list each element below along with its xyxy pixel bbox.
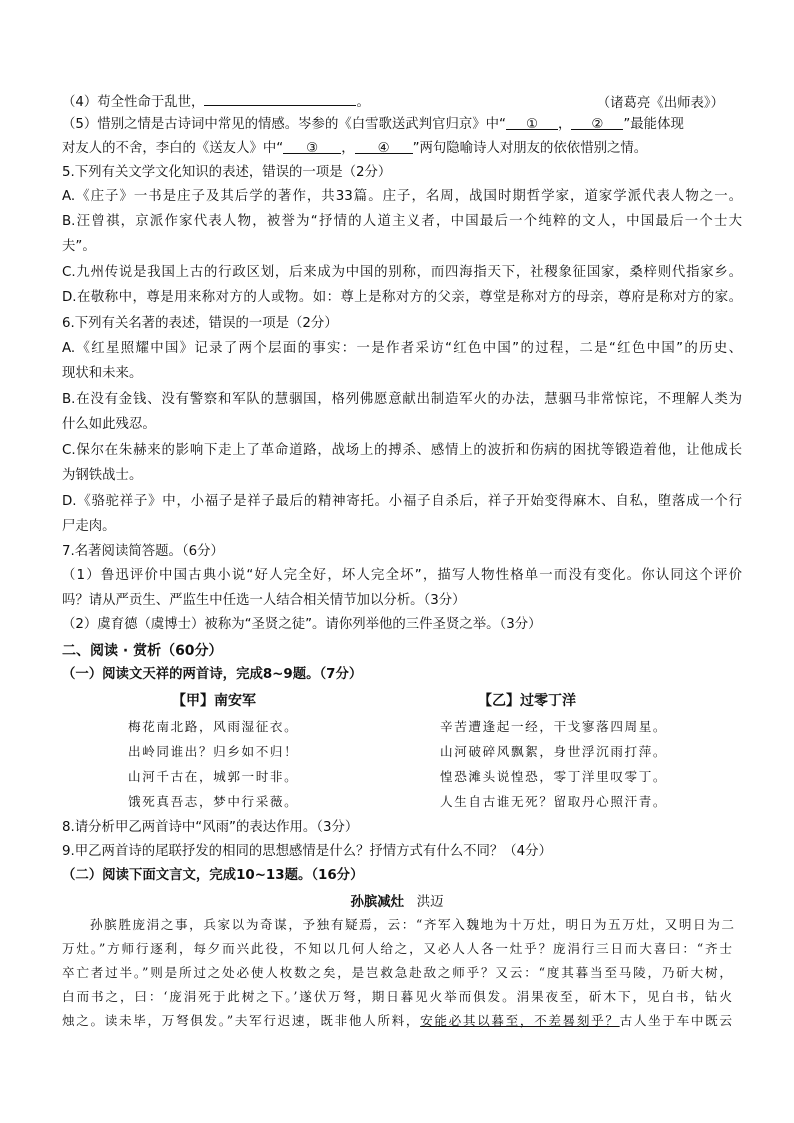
q4-5-line-2 (62, 139, 742, 159)
poem-jia-line: 出岭同谁出？归乡如不归！ (128, 744, 299, 759)
essay-line-last (62, 1009, 732, 1033)
essay-line: 万灶。”方师行逐利，每夕而兴此役，不知以几何人给之，又必人人各一灶乎？庞涓行三日而大喜曰：“齐士 (62, 941, 732, 956)
section-2-heading: 二、阅读 · 赏析（60分） (62, 643, 223, 659)
q5-option-b: B.汪曾祺，京派作家代表人物，被誉为“抒情的人道主义者，中国最后一个纯粹的文人，中国最后一个士大 (62, 214, 742, 229)
blank-4[interactable]: ④ (355, 139, 413, 154)
q4-4-end: 。 (356, 95, 370, 110)
essay-underlined-sentence: 安能必其以暮至，不差晷刻乎？ (420, 1013, 620, 1028)
q5-option-c: C.九州传说是我国上古的行政区划，后来成为中国的别称，而四海指天下，社稷象征国家，桑梓则代指家乡。 (62, 265, 742, 280)
poem-yi-line: 辛苦遭逢起一经，干戈寥落四周星。 (440, 719, 668, 734)
q5-option-d: D.在敬称中，尊是用来称对方的人或物。如：尊上是称对方的父亲，尊堂是称对方的母亲，尊府是称对方的家。 (62, 290, 742, 305)
poem-jia-line: 饿死真吾志，梦中行采薇。 (128, 794, 299, 809)
q4-5-text: （5）惜别之情是古诗词中常见的情感。岑参的《白雪歌送武判官归京》中“ (62, 117, 506, 132)
subsection-2-heading: （二）阅读下面文言文，完成10~13题。（16分） (62, 868, 364, 883)
q7-part-1: （1）鲁迅评价中国古典小说“好人完全好，坏人完全坏”，描写人物性格单一而没有变化。你认同这个评价 (62, 568, 742, 583)
essay-text: 烛之。读未毕，万弩俱发。”夫军行迟速，既非他人所料， (62, 1013, 421, 1028)
q6-option-a-cont: 现状和未来。 (62, 366, 143, 381)
q5-stem: 5.下列有关文学文化知识的表述，错误的一项是（2分） (62, 165, 392, 180)
q5-option-a: A.《庄子》一书是庄子及其后学的著作，共33篇。庄子，名周，战国时期哲学家，道家学派代表人物之一。 (62, 189, 742, 204)
q4-5-line-1 (62, 115, 742, 135)
q7-part-1-cont: 吗？请从严贡生、严监生中任选一人结合相关情节加以分析。（3分） (62, 593, 466, 608)
essay-author: 洪迈 (416, 895, 444, 910)
q4-4-reference: （诸葛亮《出师表》） (596, 96, 724, 111)
q4-5-text: ”两句隐喻诗人对朋友的依依惜别之情。 (412, 141, 648, 156)
answer-blank[interactable] (204, 91, 356, 106)
blank-1[interactable]: ① (506, 115, 558, 130)
q4-5-text: ”最能体现 (623, 117, 684, 132)
essay-text: 古人坐于车中既云 (619, 1013, 732, 1028)
subsection-1-heading: （一）阅读文天祥的两首诗，完成8~9题。（7分） (62, 667, 363, 682)
q6-option-d: D.《骆驼祥子》中，小福子是祥子最后的精神寄托。小福子自杀后，祥子开始变得麻木、自私，堕落成一个行 (62, 494, 742, 509)
q6-option-b: B.在没有金钱、没有警察和军队的慧骃国，格列佛愿意献出制造军火的办法，慧骃马非常惊诧，不理解人类为 (62, 392, 742, 407)
poem-yi-line: 山河破碎风飘絮，身世浮沉雨打萍。 (440, 744, 668, 759)
comma: ， (557, 117, 572, 132)
essay-line: 卒亡者过半。”则是所过之处必使人枚数之矣，是岂救急赴敌之师乎？又云：“度其暮当至马陵，乃斫大树， (62, 965, 732, 980)
q4-5-text: 对友人的不舍，李白的《送友人》中“ (62, 141, 284, 156)
poem-yi-title: 【乙】过零丁洋 (478, 693, 576, 709)
q6-option-a: A.《红星照耀中国》记录了两个层面的事实：一是作者采访“红色中国”的过程，二是“红色中国”的历史、 (62, 341, 742, 356)
q7-part-2: （2）虞育德（虞博士）被称为“圣贤之徒”。请你列举他的三件圣贤之举。（3分） (62, 617, 542, 632)
q6-option-c: C.保尔在朱赫来的影响下走上了革命道路，战场上的搏杀、感情上的波折和伤病的困扰等锻造着他，让他成长 (62, 443, 742, 458)
blank-3[interactable]: ③ (283, 139, 341, 154)
poem-yi-line: 人生自古谁无死？留取丹心照汗青。 (440, 794, 668, 809)
q6-option-c-cont: 为钢铁战士。 (62, 468, 143, 483)
essay-title-line (0, 891, 794, 910)
q8-stem: 8.请分析甲乙两首诗中“风雨”的表达作用。（3分） (62, 820, 359, 835)
essay-line: 孙膑胜庞涓之事，兵家以为奇谋，予独有疑焉，云：“齐军入魏地为十万灶，明日为五万灶，又明日为二 (90, 917, 734, 932)
poem-jia-line: 梅花南北路，风雨湿征衣。 (128, 719, 299, 734)
poem-yi-line: 惶恐滩头说惶恐，零丁洋里叹零丁。 (440, 769, 668, 784)
q6-option-d-cont: 尸走肉。 (62, 519, 116, 534)
essay-line: 白而书之，曰：‘庞涓死于此树之下。’遂伏万弩，期日暮见火举而俱发。涓果夜至，斫木下，见白书，钻火 (62, 989, 732, 1004)
essay-title: 孙膑减灶 (350, 895, 404, 910)
q6-option-b-cont: 什么如此残忍。 (62, 417, 156, 432)
comma: ， (341, 141, 355, 156)
q6-stem: 6.下列有关名著的表述，错误的一项是（2分） (62, 316, 338, 331)
q9-stem: 9.甲乙两首诗的尾联抒发的相同的思想感情是什么？抒情方式有什么不同？（4分） (62, 844, 552, 859)
blank-2[interactable]: ② (571, 115, 623, 130)
q5-option-b-cont: 夫”。 (62, 239, 96, 254)
q7-stem: 7.名著阅读简答题。（6分） (62, 544, 224, 559)
q4-4-text: （4）苟全性命于乱世， (62, 95, 205, 110)
poem-jia-title: 【甲】南安军 (172, 693, 256, 709)
poem-jia-line: 山河千古在，城郭一时非。 (128, 769, 299, 784)
